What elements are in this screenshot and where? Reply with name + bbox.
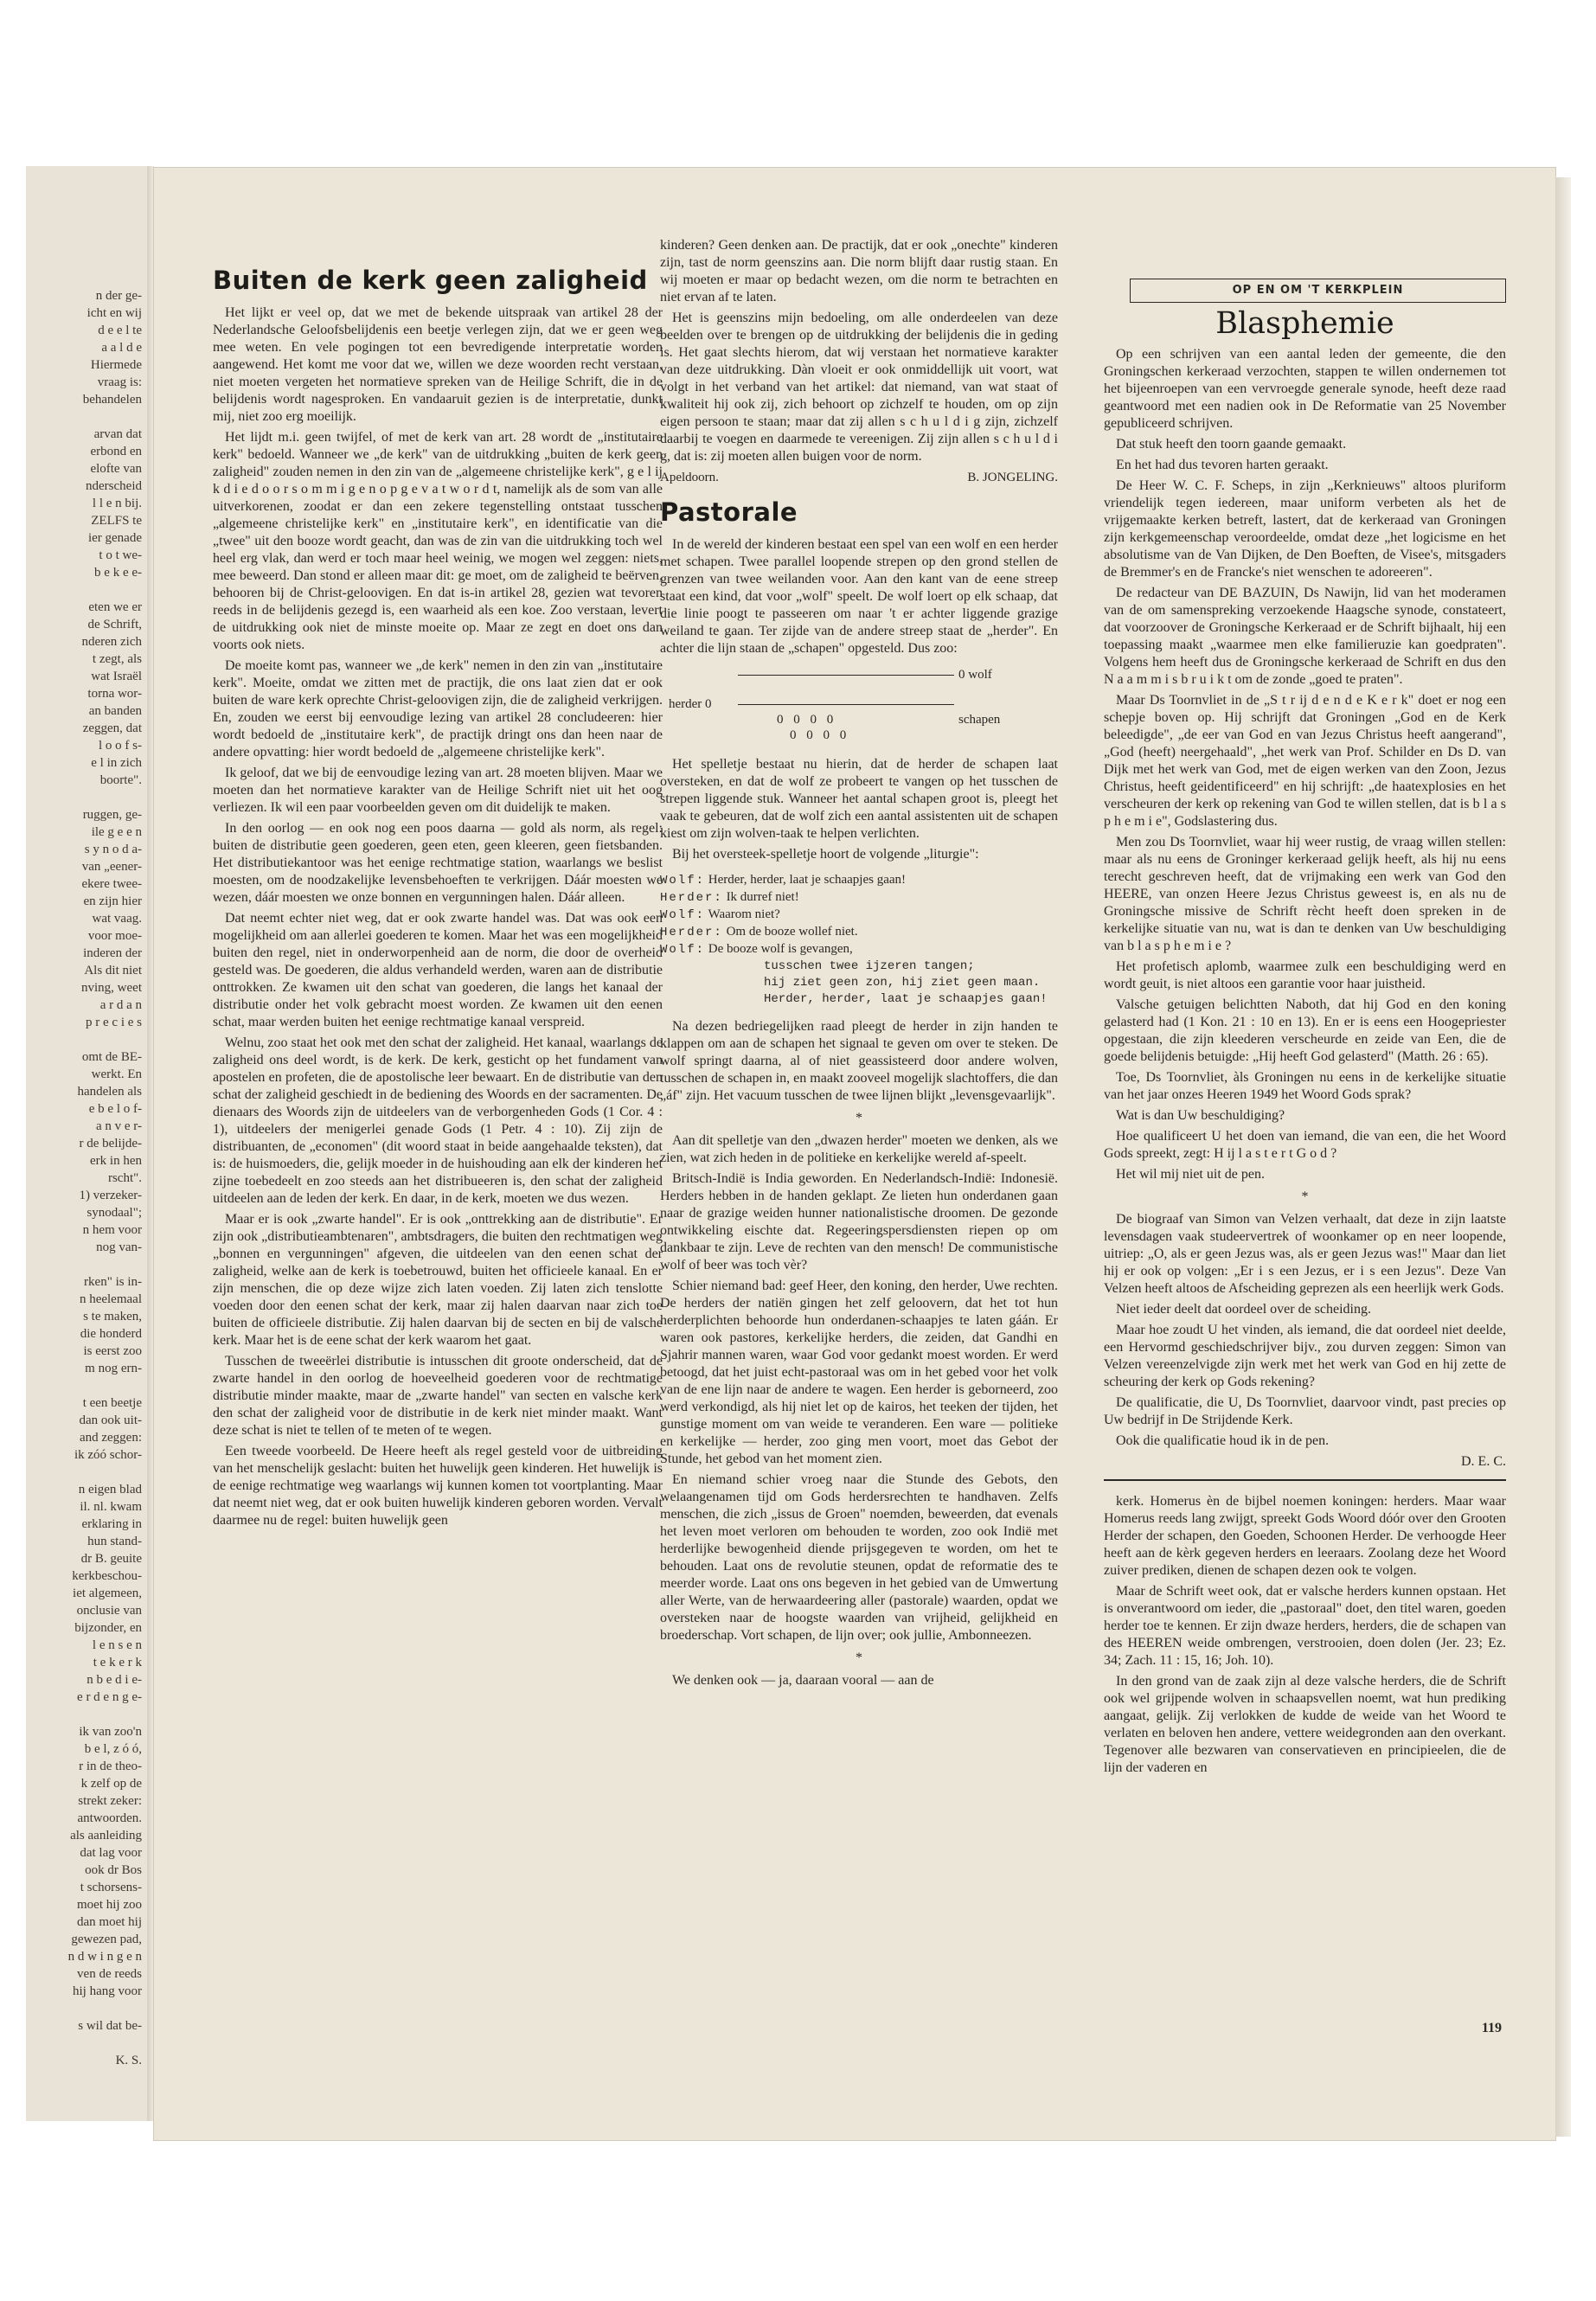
left-page-line: e r d e n g e-	[77, 1690, 142, 1704]
paragraph: Het profetisch aplomb, waarmee zulk een beschuldiging werd en wordt geuit, is niet altoos een garantie voor haar juistheid.	[1104, 959, 1506, 991]
left-page-line: omt de BE-	[81, 1050, 142, 1064]
paragraph: De redacteur van DE BAZUIN, Ds Nawijn, lid van het moderamen van de om samenspreking verzoekende Haagsche synode, constateert, dat voorzoover de Groningsche Kerkeraad er de Schrift bijhaalt, hij een toepassing maakt „waarmee men elke familieruzie kan goedpraten". Volgens hem heeft dus de Groningsche kerkeraad de Schrift en dus den N a a m m i s b r u i k t om de zonde „goed te praten".	[1104, 586, 1506, 687]
left-page-line: nderen zich	[81, 635, 142, 649]
left-page-line: arvan dat	[93, 427, 142, 441]
left-page-line: iet algemeen,	[73, 1586, 142, 1600]
left-page-fragment	[26, 166, 148, 2121]
left-page-line: als aanleiding	[70, 1829, 142, 1843]
paragraph: Het lijkt er veel op, dat we met de bekende uitspraak van artikel 28 der Nederlandsche Geloofsbelijdenis een beetje verlegen zijn, dat we er geen weg mee weten. En vele pogingen tot een bevredigende interpretatie worden aangewend. Het komt me voor dat we, willen we deze woorden recht verstaan, niet moeten vergeten het normatieve spreken van de Heilige Schrift, die in de belijdenis wordt nagesproken. En vandaaruit gezien is de interpretatie, dunkt mij, niet zoo erg moeilijk.	[213, 305, 663, 424]
continued-paragraph: kinderen? Geen denken aan. De practijk, dat er ook „onechte" kinderen zijn, tast de norm geenszins aan. Die norm blijft daar rustig staan. En wij moeten er maar op bedacht wezen, om die norm te betrachten en niet ervan af te laten.	[660, 238, 1058, 304]
dialog-speaker: Wolf:	[660, 943, 706, 957]
pastorale-continuation	[1104, 1493, 1506, 1777]
paragraph: kerk. Homerus èn de bijbel noemen koningen: herders. Maar waar Homerus reeds lang zwijgt, spreekt Gods Woord dóór over den Grooten Herder der schapen, den Goeden, Schoonen Herder. De verhoogde Heer heeft aan de kèrk gegeven herders en leeraars. Zoolang deze het Woord zuiver prediken, dienen de schapen dezen ook te volgen.	[1104, 1494, 1506, 1578]
left-page-line: wat Israël	[91, 670, 142, 683]
left-page-line: t een beetje	[82, 1396, 142, 1410]
paragraph: De qualificatie, die U, Ds Toornvliet, daarvoor vindt, past precies op Uw bedrijf in De Strijdende Kerk.	[1104, 1395, 1506, 1427]
paragraph: Schier niemand bad: geef Heer, den koning, den herder, Uwe rechten. De herders der natiën gingen het zelf geloovern, dat het tot hun herderplichten behoorde hun onderdanen-schaapjes te laten gáán. Er waren ook pastores, kerkelijke herders, die zeiden, dat Gandhi en Sjahrir mannen waren, waar God voor gedankt moest worden. Er werd betoogd, dat het juist echt-pastoraal was om in het gebed voor het volk van de ene lijn naar de andere te wagen. Een herder is geborneerd, zoo werd verkondigd, als hij niet let op de kairos, het teeken der tijden, het gunstige moment om van weide te veranderen. Een ware — politieke en kerkelijke — herder, zoo ging men voort, moet das Gebot der Stunde, het gebod van het moment zien.	[660, 1279, 1058, 1466]
left-page-line: ik van zoo'n	[79, 1725, 142, 1739]
article-title-buiten-de-kerk: Buiten de kerk geen zaligheid	[213, 266, 648, 295]
paragraph: Bij het oversteek-spelletje hoort de volgende „liturgie":	[672, 847, 979, 862]
left-page-line: r in de theo-	[79, 1759, 142, 1773]
pastorale-closing-line: We denken ook — ja, daaraan vooral — aan de	[672, 1673, 934, 1688]
left-page-line: an banden	[88, 704, 142, 718]
left-page-line: K. S.	[115, 2054, 142, 2067]
paragraph: Een tweede voorbeeld. De Heere heeft als regel gesteld voor de uitbreiding van het menschelijk geslacht: buiten het huwelijk geen kinderen. Het huwelijk is de eenige rechtmatige weg waarlangs wij kunnen komen tot voortplanting. Maar dat neemt niet weg, dat er ook buiten huwelijk kinderen geboren worden. Vervalt daarmee nu de regel: buiten huwelijk geen	[213, 1444, 663, 1528]
left-page-line: 1) verzeker-	[79, 1189, 142, 1202]
paragraph: Valsche getuigen belichtten Naboth, dat hij God en den koning gelasterd had (1 Kon. 21 : 10 en 13). En er is eens een Hoogepriester opgestaan, die zijn kleederen verscheurde en zeide van Een, die de goede belijdenis betuigde: „Hij heeft God gelasterd" (Matth. 26 : 65).	[1104, 997, 1506, 1064]
dialog-line-indented: Herder, herder, laat je schaapjes gaan!	[764, 992, 1048, 1006]
left-page-line: onclusie van	[76, 1604, 142, 1618]
left-page-line: b e l, z ó ó,	[84, 1742, 142, 1756]
left-page-line: dan ook uit-	[79, 1413, 142, 1427]
left-page-line: l e n s e n	[92, 1638, 142, 1652]
paragraph: Maar hoe zoudt U het vinden, als iemand, die dat oordeel niet deelde, een Hervormd geschiedschrijver bijv., zou durven zeggen: Simon van Velzen vereenzelvigde zijn werk met het werk van God en hij zette de scheuring der kerk op Gods rekening?	[1104, 1323, 1506, 1389]
left-page-line: n heelemaal	[79, 1292, 142, 1306]
dialog-line	[660, 941, 1058, 958]
left-page-line: Hiermede	[90, 358, 142, 372]
signature	[660, 469, 1058, 486]
left-page-line: ruggen, ge-	[82, 808, 142, 822]
left-page-line: s wil dat be-	[78, 2019, 142, 2033]
column-3	[1104, 272, 1506, 1780]
left-page-line: d e e l te	[98, 324, 142, 337]
dialog-text: Om de booze wollef niet.	[726, 925, 858, 939]
diagram-sheep-row-1: 0 0 0 0	[777, 713, 837, 727]
left-page-line: de Schrift,	[87, 618, 142, 631]
left-page-line: vraag is:	[97, 375, 142, 389]
left-page-line: ZELFS te	[91, 514, 142, 528]
left-page-line: bijzonder, en	[74, 1621, 142, 1635]
left-page-line: dr B. geuite	[80, 1552, 142, 1566]
left-page-line: Als dit niet	[84, 964, 142, 977]
pastorale-body-1	[660, 536, 1058, 657]
left-page-line: werkt. En	[91, 1067, 142, 1081]
paragraph: Dat neemt echter niet weg, dat er ook zwarte handel was. Dat was ook een mogelijkheid om aan allerlei goederen te komen. Maar het was een mogelijkheid buiten den regel, niet in onderworpenheid aan de norm, die door de overheid gesteld was. De goederen, die aldus verhandeld werden, waren aan de distributie onttrokken. Ze kwamen uit den schat van goederen, die langs het kanaal der distributie onder het volk gebracht moest worden. Ze kwamen uit den eenen schat, maar werden buiten het eenige rechtmatige kanaal verspreid.	[213, 911, 663, 1029]
paragraph: Ik geloof, dat we bij de eenvoudige lezing van art. 28 moeten blijven. Maar we moeten dan het normatieve karakter van de Heilige Schrift niet uit het oog verliezen. Ik wil een paar voorbeelden geven om dit duidelijk te maken.	[213, 766, 663, 815]
left-page-line: l l e n bij.	[92, 497, 142, 510]
left-page-line: die honderd	[80, 1327, 142, 1341]
paragraph: Maar er is ook „zwarte handel". Er is ook „onttrekking aan de distributie". Er zijn ook „distributieambtenaren", ambtsdragers, die buiten den rechtmatigen weg „bonnen en vergunningen" afgeven, die uitdeelen van den eenen schat der zaligheid, welke aan de kerk is toebetrouwd, buiten het officieele kanaal. En er zijn menschen, die op deze wijze zich laten voeden. Zij laten zich tenslotte voeden door den eenen schat der kerk, maar zij halen daarvan naar zich toe buiten de officieele distributie. Zij halen daarvan bij de secten en bij de valsche kerk. Maar het is de eene schat der kerk waarom het gaat.	[213, 1212, 663, 1348]
left-page-line: and zeggen:	[79, 1431, 142, 1445]
left-page-line: b e k e e-	[94, 566, 142, 580]
paragraph: Welnu, zoo staat het ook met den schat der zaligheid. Het kanaal, waarlangs de zaligheid ons deel wordt, is de kerk. De kerk, gesticht op het fundament van apostelen en profeten, die de apostolische leer bewaart. En de distributie van den schat der zaligheid geschiedt in de bediening des Woords en der sacramenten. De dienaars des Woords zijn de uitdeelers van de verborgenheden Gods (1 Cor. 4 : 1), uitdeelers der menigerlei genade Gods (1 Petr. 4 : 10). Zij zijn de distribuanten, de „economen" (dit woord staat in beide aangehaalde teksten), dat is: de huismoeders, die, gelijk moeder in de huishouding aan elk der kinderen het zijne toebedeelt en zoo steeds aan het distribueeren is, den schat der zaligheid uitdeelen aan de leden der kerk. En daar, in de kerk, moeten we dus wezen.	[213, 1035, 663, 1206]
paragraph: Na dezen bedriegelijken raad pleegt de herder in zijn handen te klappen om aan de schapen het signaal te geven om over te steken. De wolf springt daarna, al of niet geassisteerd door andere wolven, tusschen de schapen in, en maakt zooveel mogelijk slachtoffers, die dan „áf" zijn. Het vacuum tusschen de twee lijnen blijkt „levensgevaarlijk".	[660, 1019, 1058, 1103]
paragraph: Tusschen de tweeërlei distributie is intusschen dit groote onderscheid, dat de zwarte handel in den oorlog de hoeveelheid goederen voor de rechtmatige distributie minder maakte, maar de „zwarte handel" van secten en valsche kerk den schat der zaligheid voor de distributie in de kerk niet minder maakt. Want deze schat is niet te tellen of te meten of te wegen.	[213, 1354, 663, 1438]
paragraph: Op een schrijven van een aantal leden der gemeente, die den Groningschen kerkeraad verzochten, stappen te willen ondernemen tot het bijeenroepen van een vervroegde generale synode, heeft deze raad geantwoord met een nadien ook in De Reformatie van 25 November gepubliceerd schrijven.	[1104, 347, 1506, 431]
paragraph: In den oorlog — en ook nog een poos daarna — gold als norm, als regel: buiten de distributie geen goederen, geen eten, geen kleeren, geen fietsbanden. Het distributiekantoor was het eenige rechtmatige station, waarlangs we beslist moesten, om de noodzakelijke levensbehoeften te verkrijgen. Dáár moesten we wezen, dáár moesten we onze bonnen en vergunningen halen. Dáár alleen.	[213, 821, 663, 905]
left-page-line: nog van-	[96, 1240, 142, 1254]
page-edge	[1555, 177, 1571, 2137]
column-1	[213, 266, 663, 1533]
left-page-line: a r d a n	[99, 998, 142, 1012]
left-page-line: erk in hen	[90, 1154, 142, 1168]
article-title-blasphemie: Blasphemie	[1215, 306, 1394, 341]
left-page-line: nving, weet	[81, 981, 142, 995]
paragraph: Het wil mij niet uit de pen.	[1116, 1167, 1265, 1182]
left-page-line: s y n o d a-	[84, 843, 142, 856]
page-gutter	[147, 166, 154, 2121]
paragraph: Men zou Ds Toornvliet, waar hij weer rustig, de vraag willen stellen: maar als nu eens de Groninger kerkeraad gelijk heeft, als hij nu eens terecht geschreven heeft, dat de vrijmaking een werk van God den HEERE, van onzen Heere Jezus Christus geweest is, en als nu de Groningsche missive de Schrift rècht heeft doen spreken in de kerkelijke situatie van nu, wat is dan te denken van Uw beschuldiging van b l a s p h e m i e ?	[1104, 835, 1506, 953]
pastorale-body-2	[660, 756, 1058, 863]
left-page-line: erklaring in	[81, 1517, 142, 1531]
paragraph: Wat is dan Uw beschuldiging?	[1116, 1108, 1285, 1123]
dialog-speaker: Herder:	[660, 926, 723, 939]
paragraph: Maar de Schrift weet ook, dat er valsche herders kunnen opstaan. Het is onverantwoord om ieder, die „pastoraal" doet, den titel waren, goeden herder toe te kennen. Er zijn dwaze herders, herders, die de schapen van des HEEREN weide ombrengen, verstrooien, doen dolen (Jer. 23; Ez. 34; Zach. 11 : 15, 16; Joh. 10).	[1104, 1584, 1506, 1668]
paragraph: Ook die qualificatie houd ik in de pen.	[1116, 1433, 1330, 1448]
diagram-label-wolf: 0 wolf	[958, 668, 992, 682]
dialog-speaker: Wolf:	[660, 908, 706, 922]
left-page-line: n hem voor	[82, 1223, 142, 1237]
paragraph: De Heer W. C. F. Scheps, in zijn „Kerknieuws" altoos pluriform vriendelijk tegen iedereen, maar uniform verbeten als het de vrijgemaakte kerken betreft, lastert, dat de kerkeraad van Groningen zijn kerkgemeenschap veroordeelde, omdat deze „het logicisme en het absolutisme van de Van Dijken, de Den Boeften, de Visee's, mitsgaders de Bremmer's en de Francke's niet wenschen te adoreeren".	[1104, 478, 1506, 580]
separator-asterisk: *	[856, 1111, 862, 1125]
paragraph: In den grond van de zaak zijn al deze valsche herders, die de Schrift ook wel grijpende wolven in schaapsvellen noemt, wat hun prediking aangaat, gelijk. Zij verlokken de kudde de weide van het Woord te verlaten en beloven hen andere, vettere weidegronden aan den overkant. Tegenover alle bezwaren van conservatieven en principieelen, die de lijn der vaderen en	[1104, 1674, 1506, 1775]
left-page-line: t zegt, als	[92, 652, 142, 666]
left-page-line: l o o f s-	[99, 739, 142, 753]
game-diagram	[660, 666, 1058, 744]
dialog-text: Ik durref niet!	[726, 890, 799, 904]
paragraph: In de wereld der kinderen bestaat een spel van een wolf en een herder met schapen. Twee parallel loopende strepen op den grond stellen de grenzen van twee weilanden voor. Aan den kant van de eene streep staat een kind, dat voor „wolf" speelt. De wolf loert op elk schaap, dat die linie poogt te passeeren om naar 't er achter liggende grazige weiland te gaan. Ter zijde van de andere streep staat de „herder". En achter die lijn staan de „schapen" opgesteld. Dus zoo:	[660, 537, 1058, 656]
left-page-line: n der ge-	[95, 289, 142, 303]
pastorale-body-4	[660, 1132, 1058, 1644]
left-page-line: ekere twee-	[81, 877, 142, 891]
left-page-line: n eigen blad	[78, 1483, 142, 1497]
paragraph: Aan dit spelletje van den „dwazen herder" moeten we denken, als we zien, wat zich heden in de politieke en kerkelijke wereld af-speelt.	[660, 1133, 1058, 1165]
paragraph: Britsch-Indië is India geworden. En Nederlandsch-Indië: Indonesië. Herders hebben in de handen geklapt. Ze lieten hun onderdanen gaan naar de grazige weiden hunner nationalistische droomen. De gezonde ontwikkeling eischte dat. Regeeringspersdiensten riepen op om dankbaar te zijn. Leve de rechten van den mensch! De communistische wolf of beer was toch vèr?	[660, 1171, 1058, 1272]
left-page-line: hij hang voor	[73, 1984, 142, 1998]
left-page-line: t o t we-	[99, 548, 142, 562]
dialog-line-indented: hij ziet geen zon, hij ziet geen maan.	[764, 976, 1041, 990]
separator-asterisk: *	[856, 1650, 862, 1665]
left-page-line: m nog ern-	[85, 1362, 142, 1375]
left-page-line: ik zóó schor-	[74, 1448, 142, 1462]
paragraph: Dat stuk heeft den toorn gaande gemaakt.	[1116, 437, 1347, 452]
left-page-line: wat vaag.	[92, 912, 142, 926]
left-page-line: dan moet hij	[77, 1915, 142, 1929]
dialog-line	[660, 872, 1058, 889]
left-page-line: icht en wij	[87, 306, 142, 320]
paragraph: Het is geenszins mijn bedoeling, om alle onderdeelen van deze beelden over te brengen op de uitdrukking der belijdenis die in geding is. Het gaat slechts hierom, dat wij verstaan het normatieve karakter van deze uitdrukking. Dàn vloeit er ook onmiddellijk uit voort, wat volgt in het verband van het artikel: dat niemand, van wat staat of kwaliteit hij ook zij, zich behoort op zichzelf te houden, om op zijn eigen persoon te staan; maar dat zij allen s c h u l d i g zijn, zichzelf daarbij te voegen en daarmede te vereenigen. Zij zijn allen s c h u l d i g, dat is: zij moeten allen buigen voor de norm.	[660, 311, 1058, 464]
left-page-line: k zelf op de	[80, 1777, 142, 1791]
paragraph: En niemand schier vroeg naar die Stunde des Gebots, den welaangenamen tijd om Gods herdersrechten te handhaven. Zelfs menschen, die zich „issus de Groen" noemden, beweerden, dat evenals het leven moet verloren om behouden te worden, zoo ook Indië met herderlijke bewogenheid diende prijsgegeven te worden, om het te behouden. Laat ons de revolutie steunen, opdat de reformatie des te meerder worde. Laat ons ons begeven in het gebied van de Umwertung aller Werte, van de herwaardeering aller (pastorale) waarden, opdat we oversteken naar de hoogste waarden van vrijheid, gelijkheid en broederschap. Vort schapen, de lijn over; ook jullie, Ambonneezen.	[660, 1472, 1058, 1643]
left-page-line: synodaal";	[87, 1206, 142, 1220]
left-page-line: il. nl. kwam	[80, 1500, 142, 1514]
left-page-line: boorte".	[99, 773, 142, 787]
left-page-line: elofte van	[90, 462, 142, 476]
dialog-text: De booze wolf is gevangen,	[708, 942, 853, 956]
left-page-line: rken" is in-	[84, 1275, 142, 1289]
left-page-line: ile g e e n	[91, 825, 142, 839]
left-page-line: eten we er	[88, 600, 142, 614]
left-page-line: a n v e r-	[95, 1119, 142, 1133]
paragraph: Het lijdt m.i. geen twijfel, of met de kerk van art. 28 wordt de „institutaire kerk" bedoeld. Wanneer we „de kerk" van de uitdrukking „buiten de kerk geen zaligheid" zouden nemen in den zin van de „algemeene christelijke kerk", g e l ij k d i e d o o r s o m m i g e n o p g e v a t w o r d t, namelijk als de som van alle uitverkorenen, zoodat er dan een zekere tegenstelling ontstaat tusschen „algemeene christelijke kerk" en „institutaire kerk", en identificatie van die „twee" uit den booze wordt geacht, dan was de zin van die uitdrukking toch wel heel erg vlak, dan werd er toch maar heel weinig, we mogen wel zeggen: niets, mee beweerd. Dan stond er alleen maar dit: ge moet, om de zaligheid te beërven, behooren bij de Christ-geloovigen. En dat is-in artikel 28, gezien wat tevoren reeds in de belijdenis gezegd is, een waarheid als een koe. Zoo verstaan, levert de uitdrukking ook niet de minste moeite op. Maar ze zegt en doet ons dan voorts ook niets.	[213, 430, 663, 652]
left-page-line: t e k e r k	[93, 1656, 142, 1670]
paragraph: Toe, Ds Toornvliet, àls Groningen nu eens in de kerkelijke situatie van het jaar onzes Heeren 1949 het Woord Gods sprak?	[1104, 1070, 1506, 1102]
liturgy-dialog	[660, 872, 1058, 1008]
left-page-line: dat lag voor	[80, 1846, 142, 1860]
diagram-line-herder	[738, 704, 954, 705]
left-page-line: s te maken,	[83, 1310, 142, 1324]
dialog-speaker: Herder:	[660, 891, 723, 905]
left-page-line: n b e d i e-	[87, 1673, 142, 1687]
diagram-sheep-row-2: 0 0 0 0	[790, 728, 850, 742]
paragraph: Het spelletje bestaat nu hierin, dat de herder de schapen laat oversteken, en dat de wolf ze probeert te vangen op het tusschen de strepen liggende stuk. Wanneer het aantal schapen groot is, pleegt het vaak te gebeuren, dat de wolf zich een aantal assistenten uit de schapen kiest om zijn wolven-taak te helpen verlichten.	[660, 757, 1058, 841]
dialog-line	[660, 907, 1058, 924]
left-page-line: p r e c i e s	[86, 1016, 142, 1029]
left-page-line: handelen als	[77, 1085, 142, 1099]
paragraph: En het had dus tevoren harten geraakt.	[1116, 458, 1329, 472]
pastorale-body-3	[660, 1018, 1058, 1105]
left-page-line: ven de reeds	[77, 1967, 142, 1981]
section-label: OP EN OM 'T KERKPLEIN	[1130, 279, 1506, 303]
left-page-line: e b e l o f-	[88, 1102, 142, 1116]
diagram-label-herder: herder 0	[669, 697, 712, 711]
initials: D. E. C.	[1461, 1454, 1506, 1469]
left-page-line: behandelen	[82, 393, 142, 407]
left-page-line: strekt zeker:	[78, 1794, 142, 1808]
left-page-line: rscht".	[107, 1171, 142, 1185]
paragraph: De biograaf van Simon van Velzen verhaalt, dat deze in zijn laatste levensdagen vaak studeervertrek of woonkamer op en neer loopende, uitriep: „O, als er geen Jezus was, als er geen Jezus was!" Maar dan liet hij er ook op volgen: „Er i s een Jezus, er i s een Jezus". Deze Van Velzen heeft altoos de Afscheiding geprezen als een heerlijk werk Gods.	[1104, 1212, 1506, 1296]
blasphemie-body-2	[1104, 1211, 1506, 1450]
article-title-pastorale: Pastorale	[660, 497, 798, 527]
left-page-line: t schorsens-	[80, 1881, 142, 1894]
left-page-line: torna wor-	[87, 687, 142, 701]
left-page-line: r de belijde-	[79, 1137, 142, 1150]
left-page-line: zeggen, dat	[82, 721, 142, 735]
left-page-line: antwoorden.	[77, 1811, 142, 1825]
left-page-line: erbond en	[90, 445, 142, 458]
paragraph: De moeite komt pas, wanneer we „de kerk" nemen in den zin van „institutaire kerk". Moeite, omdat we zitten met de practijk, die ons laat zien dat er ook buiten de ware kerk oprechte Christ-geloovigen zijn, die de zaligheid verkrijgen. En, zouden we eerst bij eenvoudige lezing van artikel 28 concludeeren: hier wordt bedoeld de „institutaire kerk", de practijk dringt ons dan heen naar de andere opvatting: hier wordt bedoeld de „algemeene christelijke kerk".	[213, 658, 663, 760]
left-page-line: moet hij zoo	[77, 1898, 142, 1912]
paragraph: Niet ieder deelt dat oordeel over de scheiding.	[1116, 1302, 1371, 1317]
column-divider-rule	[1104, 1479, 1506, 1481]
continued-body	[660, 310, 1058, 465]
dialog-speaker: Wolf:	[660, 874, 706, 888]
blasphemie-body-1	[1104, 346, 1506, 1183]
left-page-line: nderscheid	[86, 479, 142, 493]
dialog-line-indented: tusschen twee ijzeren tangen;	[764, 959, 975, 973]
left-page-line: is eerst zoo	[83, 1344, 142, 1358]
dialog-line	[660, 924, 1058, 941]
left-page-line: inderen der	[83, 946, 142, 960]
left-page-line: en zijn hier	[83, 894, 142, 908]
paragraph: Hoe qualificeert U het doen van iemand, die van een, die het Woord Gods spreekt, zegt: H ij l a s t e r t G o d ?	[1104, 1129, 1506, 1161]
signature-place: Apeldoorn.	[660, 471, 719, 484]
paragraph: Maar Ds Toornvliet in de „S t r ij d e n d e K e r k" doet er nog een schepje boven op. Hij schrijft dat Groningen „God en de Kerk beleedigde", „de eer van God en van Jezus Christus heeft aangerand", „God (heeft) neergehaald", „het werk van Prof. Schilder en Ds D. van Dijk met het werk van God, met de eigen werken van den Zoon, Jezus Christus, heeft geidentificeerd" en hij schrijft: „de haatexplosies en het verscheuren der kerk op rekening van God te willen stellen, dat is b l a s p h e m i e", Godslastering dus.	[1104, 693, 1506, 829]
newspaper-page	[154, 168, 1555, 2140]
dialog-text: Herder, herder, laat je schaapjes gaan!	[708, 873, 907, 887]
left-page-line: kerkbeschou-	[72, 1569, 142, 1583]
left-page-line: van „eener-	[81, 860, 142, 874]
left-page-line: voor moe-	[87, 929, 142, 943]
left-page-line: ook dr Bos	[85, 1863, 142, 1877]
dialog-text: Waarom niet?	[708, 907, 780, 921]
page-number: 119	[1481, 2021, 1502, 2035]
separator-asterisk: *	[1301, 1189, 1309, 1204]
left-page-line: e l in zich	[91, 756, 142, 770]
diagram-line-wolf	[738, 675, 954, 676]
diagram-label-schapen: schapen	[958, 713, 1001, 727]
left-page-line: a a l d e	[101, 341, 142, 355]
dialog-line	[660, 889, 1058, 907]
left-page-line: ier genade	[87, 531, 142, 545]
column-2	[660, 237, 1058, 1693]
left-page-line: n d w i n g e n	[67, 1950, 142, 1964]
article-body-buiten-de-kerk	[213, 304, 663, 1529]
left-page-line: hun stand-	[87, 1535, 142, 1548]
signature-author: B. JONGELING.	[967, 471, 1058, 484]
left-page-line: gewezen pad,	[71, 1932, 142, 1946]
